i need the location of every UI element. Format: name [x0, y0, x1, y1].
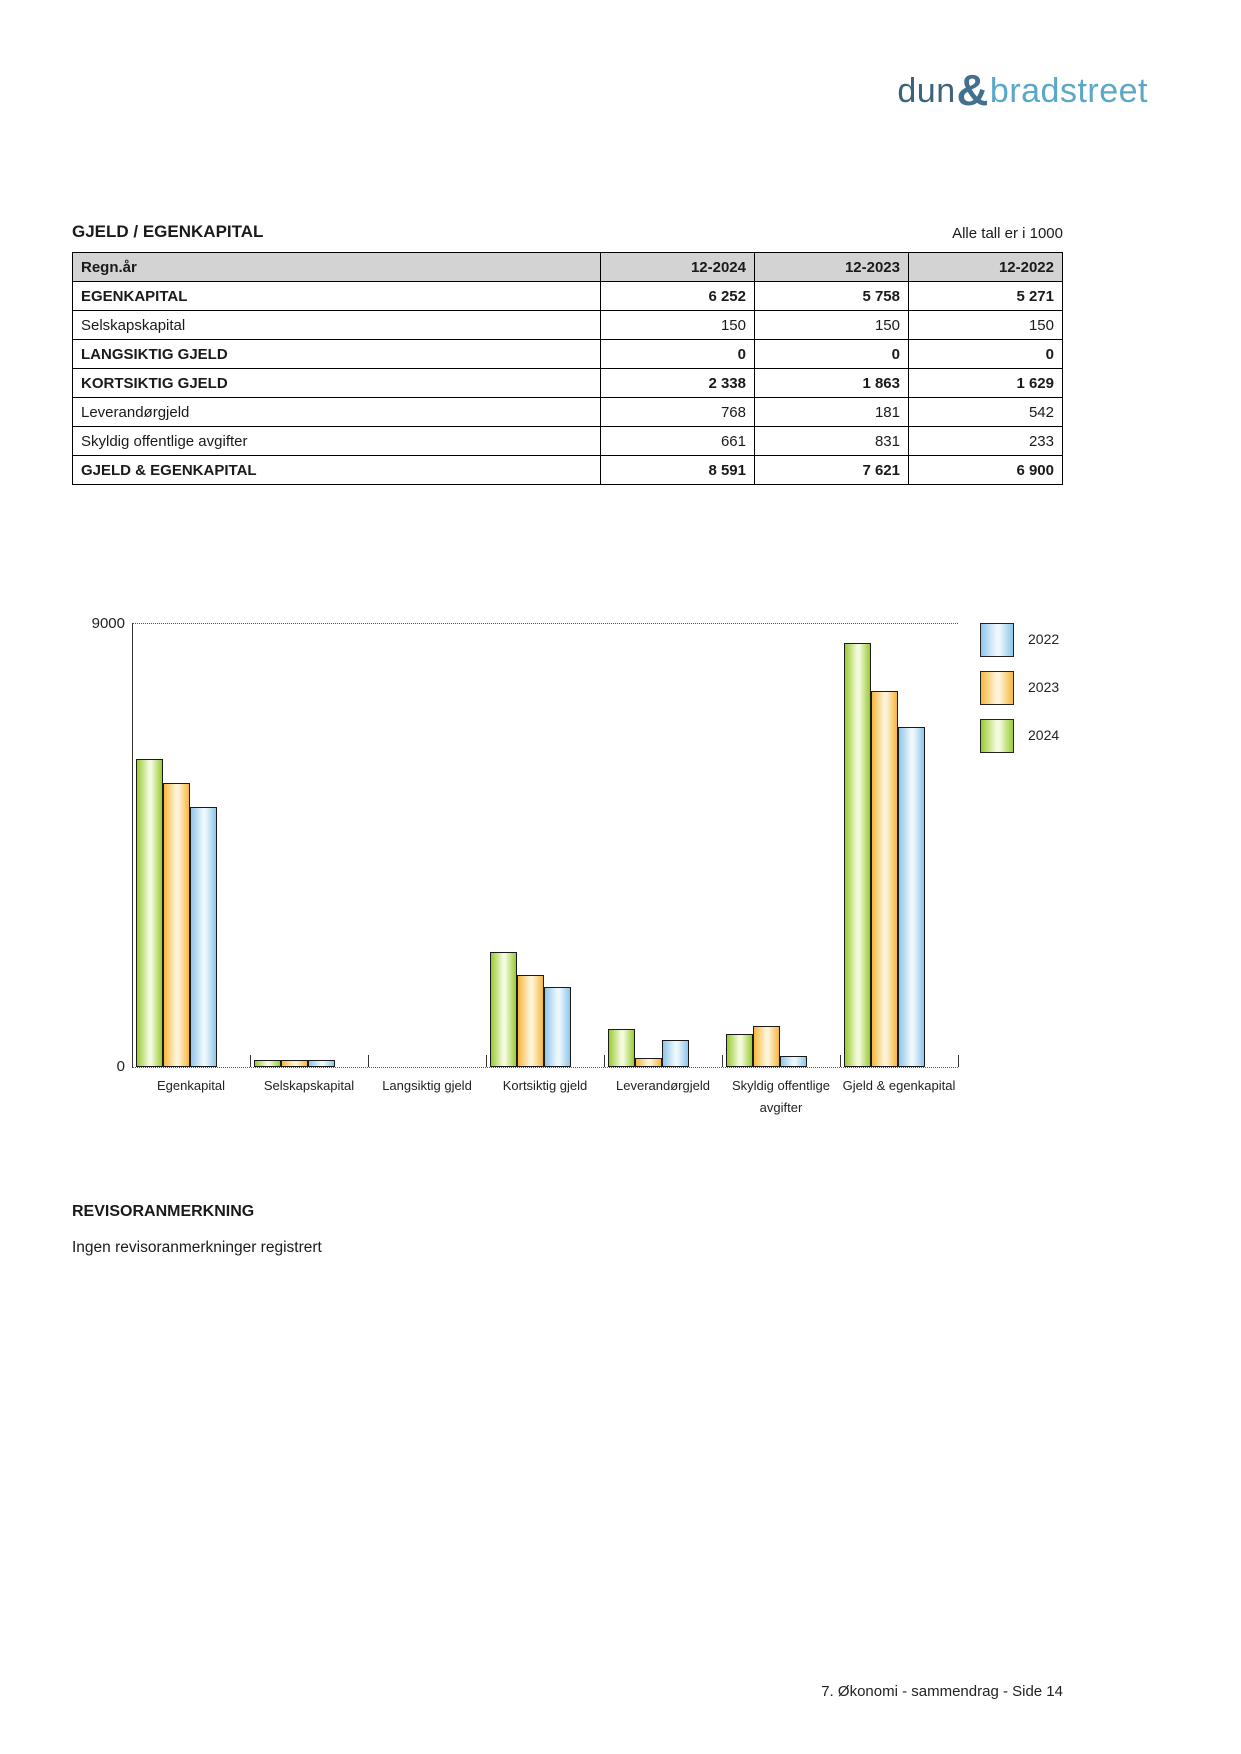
bar-2024-selskapskapital: [254, 1060, 281, 1067]
bar-2022-gjeld-egenkapital: [898, 727, 925, 1067]
category-label: Leverandørgjeld: [616, 1078, 710, 1093]
row-value-cell: 150: [601, 311, 755, 340]
table-row: [73, 398, 1063, 427]
table-row: [73, 311, 1063, 340]
x-axis-tick: [250, 1055, 251, 1067]
bar-2023-selskapskapital: [281, 1060, 308, 1067]
bar-2024-egenkapital: [136, 759, 163, 1067]
gridline-top: [132, 623, 958, 624]
logo-text-dun: dun: [897, 72, 956, 110]
row-value-cell: 0: [909, 340, 1063, 369]
y-axis-max-label: 9000: [91, 615, 125, 632]
row-value-cell: 7 621: [755, 456, 909, 485]
x-axis-tick: [604, 1055, 605, 1067]
row-value-cell: 1 863: [755, 369, 909, 398]
x-axis-tick: [368, 1055, 369, 1067]
row-value-cell: 2 338: [601, 369, 755, 398]
category-label: Selskapskapital: [263, 1078, 355, 1093]
legend-swatch-2024: [980, 719, 1014, 753]
table-row: [73, 456, 1063, 485]
category-label: Gjeld & egenkapital: [842, 1078, 956, 1093]
category-label: Langsiktig gjeld: [382, 1078, 472, 1093]
row-value-cell: 6 900: [909, 456, 1063, 485]
row-value-cell: 0: [755, 340, 909, 369]
bar-2023-kortsiktig-gjeld: [517, 975, 544, 1067]
row-label-cell: LANGSIKTIG GJELD: [73, 340, 601, 369]
logo-text-bradstreet: bradstreet: [989, 72, 1148, 110]
row-label-cell: KORTSIKTIG GJELD: [73, 369, 601, 398]
row-label-cell: Selskapskapital: [73, 311, 601, 340]
table-header: [73, 253, 1063, 282]
table-row: [73, 282, 1063, 311]
row-value-cell: 150: [755, 311, 909, 340]
bar-2024-kortsiktig-gjeld: [490, 952, 517, 1067]
x-axis-tick: [722, 1055, 723, 1067]
row-value-cell: 8 591: [601, 456, 755, 485]
row-label-cell: Leverandørgjeld: [73, 398, 601, 427]
row-value-cell: 5 271: [909, 282, 1063, 311]
row-value-cell: 5 758: [755, 282, 909, 311]
bar-2022-selskapskapital: [308, 1060, 335, 1067]
bar-2023-egenkapital: [163, 783, 190, 1067]
legend-label: 2024: [1028, 727, 1060, 743]
table-header-cell: 12-2022: [909, 253, 1063, 282]
row-value-cell: 768: [601, 398, 755, 427]
ampersand-icon: &: [956, 66, 989, 115]
chart-plot-area: [132, 623, 958, 1067]
legend-swatch-2023: [980, 671, 1014, 705]
legend-label: 2022: [1028, 631, 1060, 647]
x-axis-tick: [486, 1055, 487, 1067]
table-header-row: [73, 253, 1063, 282]
row-label-cell: Skyldig offentlige avgifter: [73, 427, 601, 456]
table-body: [73, 282, 1063, 485]
row-label-cell: GJELD & EGENKAPITAL: [73, 456, 601, 485]
section-title: GJELD / EGENKAPITAL: [72, 222, 264, 241]
bar-2024-skyldig-offentlige-avgifter: [726, 1034, 753, 1067]
legend-label: 2023: [1028, 679, 1060, 695]
category-label: Egenkapital: [157, 1078, 225, 1093]
auditor-remark-text: Ingen revisoranmerkninger registrert: [72, 1239, 322, 1256]
table-header-cell: 12-2024: [601, 253, 755, 282]
category-label: Kortsiktig gjeld: [502, 1078, 588, 1093]
bar-2023-leverand-rgjeld: [635, 1058, 662, 1067]
y-axis-zero-label: 0: [116, 1058, 125, 1075]
bar-2022-skyldig-offentlige-avgifter: [780, 1056, 807, 1067]
table-row: [73, 427, 1063, 456]
auditor-remark-heading: REVISORANMERKNING: [72, 1203, 255, 1220]
row-value-cell: 233: [909, 427, 1063, 456]
bar-2023-skyldig-offentlige-avgifter: [753, 1026, 780, 1067]
table-row: [73, 369, 1063, 398]
bar-2024-leverand-rgjeld: [608, 1029, 635, 1067]
y-axis-line: [132, 623, 133, 1068]
row-value-cell: 1 629: [909, 369, 1063, 398]
bar-2024-gjeld-egenkapital: [844, 643, 871, 1067]
page-footer: 7. Økonomi - sammendrag - Side 14: [821, 1683, 1063, 1700]
x-axis-category-labels: [132, 1075, 958, 1135]
row-value-cell: 0: [601, 340, 755, 369]
x-axis-tick: [840, 1055, 841, 1067]
bar-2022-egenkapital: [190, 807, 217, 1067]
financial-table: [72, 252, 1063, 485]
legend-swatch-2022: [980, 623, 1014, 657]
category-label: Skyldig offentlige avgifter: [731, 1078, 831, 1115]
row-value-cell: 542: [909, 398, 1063, 427]
row-value-cell: 661: [601, 427, 755, 456]
table-header-cell: 12-2023: [755, 253, 909, 282]
row-value-cell: 6 252: [601, 282, 755, 311]
bar-2022-leverand-rgjeld: [662, 1040, 689, 1067]
x-axis-tick: [958, 1055, 959, 1067]
section-header: [72, 222, 1063, 242]
table-row: [73, 340, 1063, 369]
gridline-baseline: [132, 1067, 958, 1068]
row-label-cell: EGENKAPITAL: [73, 282, 601, 311]
table-header-cell: Regn.år: [73, 253, 601, 282]
row-value-cell: 831: [755, 427, 909, 456]
row-value-cell: 150: [909, 311, 1063, 340]
units-note: Alle tall er i 1000: [952, 225, 1063, 242]
bar-2023-gjeld-egenkapital: [871, 691, 898, 1067]
row-value-cell: 181: [755, 398, 909, 427]
bar-2022-kortsiktig-gjeld: [544, 987, 571, 1067]
dun-bradstreet-logo: [828, 66, 1148, 115]
